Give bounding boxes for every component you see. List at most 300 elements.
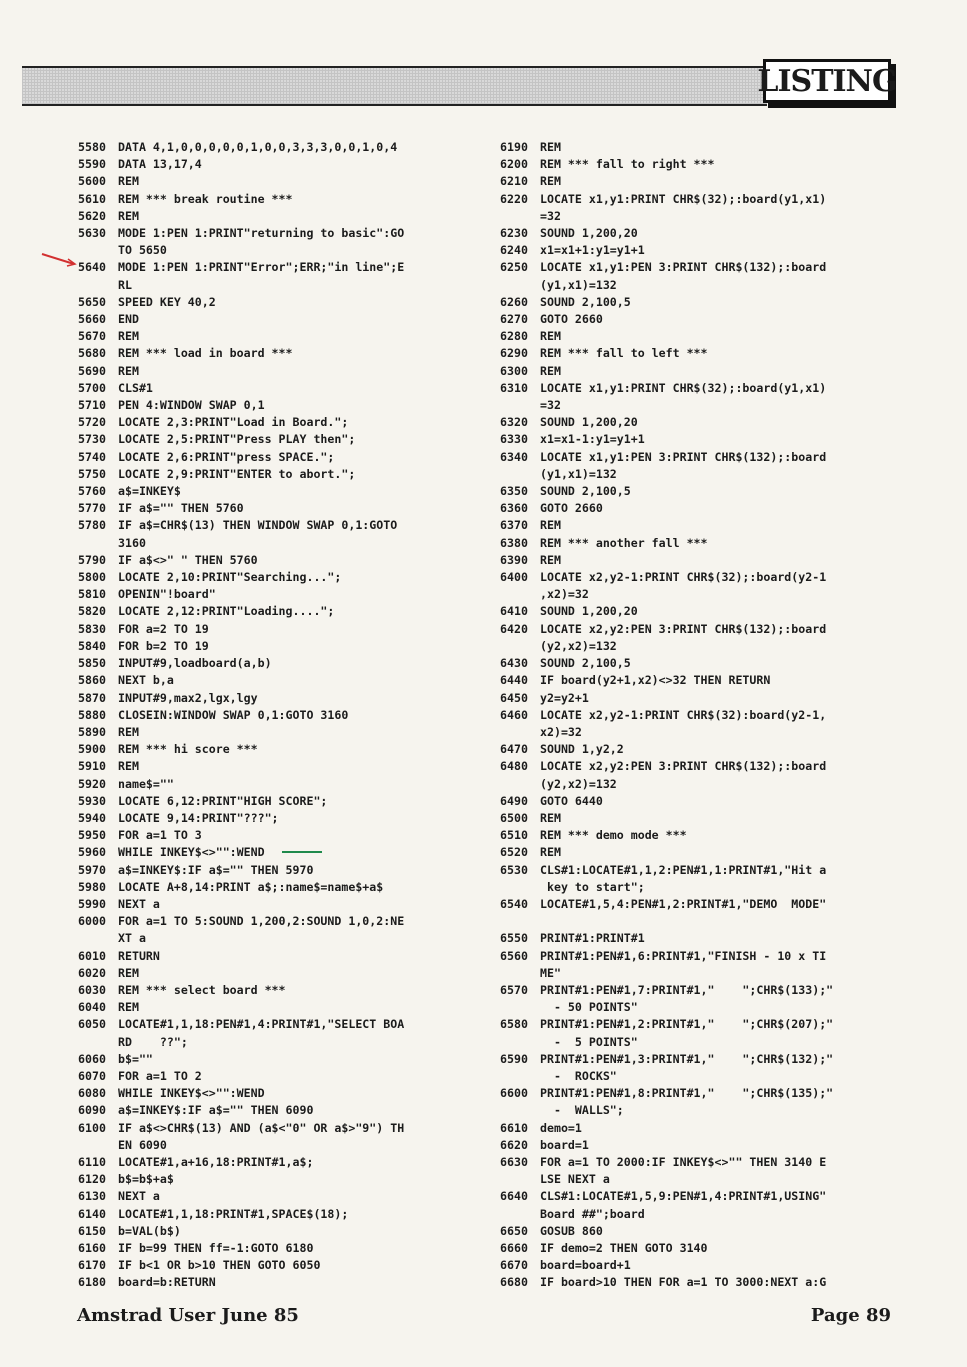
code-line	[78, 793, 498, 810]
line-code: FOR b=2 TO 19	[118, 638, 209, 653]
code-line	[78, 896, 498, 913]
code-line	[78, 621, 498, 638]
line-number: 5880	[78, 707, 106, 722]
line-number: 6420	[500, 621, 528, 636]
line-code: FOR a=1 TO 2000:IF INKEY$<>"" THEN 3140 E	[540, 1154, 827, 1169]
code-line	[500, 363, 955, 380]
line-number: 6340	[500, 449, 528, 464]
line-code: PRINT#1:PEN#1,3:PRINT#1," ";CHR$(132);"	[540, 1051, 834, 1066]
line-number: 6090	[78, 1103, 106, 1118]
line-number: 5820	[78, 604, 106, 619]
line-code: REM	[540, 140, 561, 154]
line-number: 6560	[500, 948, 528, 963]
line-code: IF b=99 THEN ff=-1:GOTO 6180	[118, 1241, 314, 1255]
code-line	[500, 1223, 955, 1240]
line-number: 5950	[78, 828, 106, 843]
code-line	[500, 827, 955, 844]
line-number: 6190	[500, 140, 528, 154]
line-code: GOSUB 860	[540, 1223, 603, 1238]
line-code: LOCATE 2,5:PRINT"Press PLAY then";	[118, 432, 356, 447]
code-line	[500, 1257, 955, 1274]
line-continuation: LSE NEXT a	[540, 1172, 610, 1187]
code-line	[500, 1016, 955, 1033]
code-line	[500, 483, 955, 500]
line-number: 6680	[500, 1275, 528, 1290]
code-line	[78, 586, 498, 603]
code-line	[500, 758, 955, 775]
code-line	[78, 483, 498, 500]
line-number: 6000	[78, 914, 106, 929]
line-number: 6500	[500, 810, 528, 825]
code-line	[78, 776, 498, 793]
line-continuation: - ROCKS"	[540, 1068, 617, 1083]
line-code: LOCATE x1,y1:PEN 3:PRINT CHR$(132);:board	[540, 449, 827, 464]
line-number: 6100	[78, 1120, 106, 1135]
line-code: REM *** fall to left ***	[540, 346, 708, 361]
line-code: MODE 1:PEN 1:PRINT"returning to basic":GO	[118, 226, 405, 241]
line-number: 6120	[78, 1172, 106, 1187]
line-code: REM *** select board ***	[118, 982, 286, 997]
line-code: REM	[540, 518, 561, 533]
line-code: INPUT#9,loadboard(a,b)	[118, 656, 272, 671]
line-continuation: (y1,x1)=132	[540, 277, 617, 292]
line-continuation: ,x2)=32	[540, 587, 589, 602]
line-code: IF a$<>" " THEN 5760	[118, 552, 258, 567]
line-number: 5720	[78, 415, 106, 430]
line-code: board=board+1	[540, 1258, 631, 1273]
code-line	[500, 844, 955, 861]
line-code: SOUND 1,200,20	[540, 604, 638, 619]
line-number: 5800	[78, 570, 106, 585]
line-code: IF a$<>CHR$(13) AND (a$<"0" OR a$>"9") TH	[118, 1120, 405, 1135]
line-code: REM	[118, 759, 139, 774]
line-code: LOCATE x2,y2-1:PRINT CHR$(32);:board(y2-1	[540, 570, 827, 585]
line-continuation: x2)=32	[540, 724, 582, 739]
line-continuation: (y2,x2)=132	[540, 776, 617, 791]
line-number: 5650	[78, 294, 106, 309]
code-line	[78, 982, 498, 999]
line-code: a$=INKEY$:IF a$="" THEN 6090	[118, 1103, 314, 1118]
line-code: board=b:RETURN	[118, 1275, 216, 1290]
line-number: 5830	[78, 621, 106, 636]
line-continuation: RD ??";	[118, 1034, 188, 1049]
code-line	[78, 1068, 498, 1085]
line-number: 6290	[500, 346, 528, 361]
line-number: 6320	[500, 415, 528, 430]
code-line	[500, 603, 955, 620]
line-number: 6170	[78, 1258, 106, 1273]
line-code: LOCATE 2,6:PRINT"press SPACE.";	[118, 449, 335, 464]
line-code: DATA 13,17,4	[118, 157, 202, 172]
line-code: REM *** hi score ***	[118, 742, 258, 757]
line-code: REM	[118, 329, 139, 344]
code-line	[78, 1257, 498, 1274]
line-number: 5910	[78, 759, 106, 774]
line-number: 6020	[78, 965, 106, 980]
code-line	[500, 535, 955, 552]
code-line	[500, 328, 955, 345]
line-number: 6130	[78, 1189, 106, 1204]
line-code: LOCATE#1,1,18:PEN#1,4:PRINT#1,"SELECT BOA	[118, 1017, 405, 1032]
code-line	[78, 1188, 498, 1205]
code-line	[78, 569, 498, 586]
line-code: CLS#1:LOCATE#1,1,2:PEN#1,1:PRINT#1,"Hit a	[540, 862, 827, 877]
code-line	[78, 913, 498, 930]
line-continuation: 3160	[118, 535, 146, 550]
line-number: 5900	[78, 742, 106, 757]
line-code: REM *** break routine ***	[118, 191, 293, 206]
code-line	[500, 810, 955, 827]
line-number: 6300	[500, 363, 528, 378]
line-number: 6610	[500, 1120, 528, 1135]
code-line	[78, 879, 498, 896]
code-line	[500, 294, 955, 311]
line-continuation: =32	[540, 398, 561, 413]
code-line	[78, 225, 498, 242]
code-line	[78, 311, 498, 328]
line-number: 6140	[78, 1206, 106, 1221]
line-code: PRINT#1:PRINT#1	[540, 931, 645, 946]
code-line	[78, 208, 498, 225]
line-number: 6210	[500, 174, 528, 189]
code-line	[500, 930, 955, 947]
line-code: demo=1	[540, 1120, 582, 1135]
code-line	[78, 328, 498, 345]
line-number: 6080	[78, 1086, 106, 1101]
line-number: 6110	[78, 1154, 106, 1169]
line-number: 6390	[500, 552, 528, 567]
line-number: 5700	[78, 380, 106, 395]
line-continuation: (y1,x1)=132	[540, 466, 617, 481]
line-number: 6030	[78, 982, 106, 997]
code-line	[78, 517, 498, 534]
line-continuation: key to start";	[540, 879, 645, 894]
line-number: 6220	[500, 191, 528, 206]
code-line	[500, 173, 955, 190]
line-number: 5770	[78, 501, 106, 516]
line-number: 6270	[500, 312, 528, 327]
header-banner-bar	[22, 66, 767, 106]
code-line	[500, 655, 955, 672]
line-number: 5760	[78, 484, 106, 499]
code-line	[500, 1051, 955, 1068]
line-number: 6310	[500, 380, 528, 395]
line-number: 6010	[78, 948, 106, 963]
line-code: LOCATE 6,12:PRINT"HIGH SCORE";	[118, 793, 328, 808]
code-line	[78, 1223, 498, 1240]
code-line	[78, 345, 498, 362]
line-number: 5610	[78, 191, 106, 206]
code-line	[500, 1137, 955, 1154]
line-number: 6330	[500, 432, 528, 447]
code-line	[78, 638, 498, 655]
line-code: LOCATE 9,14:PRINT"???";	[118, 810, 279, 825]
red-pen-arrow-mark	[40, 250, 80, 270]
code-line	[500, 793, 955, 810]
line-number: 6470	[500, 742, 528, 757]
line-number: 6510	[500, 828, 528, 843]
code-line	[78, 259, 498, 276]
line-continuation	[500, 913, 955, 930]
code-line	[500, 156, 955, 173]
code-line	[78, 552, 498, 569]
code-line	[78, 965, 498, 982]
code-line	[500, 672, 955, 689]
line-number: 5730	[78, 432, 106, 447]
line-code: WHILE INKEY$<>"":WEND	[118, 1086, 265, 1101]
code-line	[78, 948, 498, 965]
line-continuation: - 5 POINTS"	[540, 1034, 638, 1049]
code-line	[78, 173, 498, 190]
line-code: INPUT#9,max2,lgx,lgy	[118, 690, 258, 705]
code-line	[78, 363, 498, 380]
line-code: SOUND 1,200,20	[540, 226, 638, 241]
line-number: 6370	[500, 518, 528, 533]
line-code: CLOSEIN:WINDOW SWAP 0,1:GOTO 3160	[118, 707, 349, 722]
code-line	[500, 345, 955, 362]
line-code: LOCATE x2,y2:PEN 3:PRINT CHR$(132);:board	[540, 621, 827, 636]
line-number: 5850	[78, 656, 106, 671]
line-code: LOCATE#1,1,18:PRINT#1,SPACE$(18);	[118, 1206, 349, 1221]
line-number: 6640	[500, 1189, 528, 1204]
line-number: 6450	[500, 690, 528, 705]
line-code: DATA 4,1,0,0,0,0,0,1,0,0,3,3,3,0,0,1,0,4	[118, 140, 398, 154]
line-code: LOCATE#1,a+16,18:PRINT#1,a$;	[118, 1154, 314, 1169]
code-line	[500, 259, 955, 276]
line-code: PRINT#1:PEN#1,2:PRINT#1," ";CHR$(207);"	[540, 1017, 834, 1032]
code-line	[78, 1120, 498, 1137]
line-code: CLS#1:LOCATE#1,5,9:PEN#1,4:PRINT#1,USING"	[540, 1189, 827, 1204]
line-number: 5670	[78, 329, 106, 344]
code-line	[78, 380, 498, 397]
line-number: 6280	[500, 329, 528, 344]
line-code: a$=INKEY$	[118, 484, 181, 499]
line-number: 5930	[78, 793, 106, 808]
line-continuation: EN 6090	[118, 1137, 167, 1152]
code-line	[78, 1274, 498, 1291]
line-number: 6380	[500, 535, 528, 550]
line-code: LOCATE x1,y1:PEN 3:PRINT CHR$(132);:board	[540, 260, 827, 275]
code-line	[500, 1240, 955, 1257]
line-code: END	[118, 312, 139, 327]
line-number: 6180	[78, 1275, 106, 1290]
line-code: GOTO 2660	[540, 312, 603, 327]
line-code: FOR a=1 TO 5:SOUND 1,200,2:SOUND 1,0,2:NE	[118, 914, 405, 929]
code-line	[78, 466, 498, 483]
line-number: 6660	[500, 1241, 528, 1255]
listing-left-column	[78, 139, 498, 1292]
line-code: REM *** load in board ***	[118, 346, 293, 361]
line-number: 6040	[78, 1000, 106, 1015]
line-code: IF board>10 THEN FOR a=1 TO 3000:NEXT a:G	[540, 1275, 827, 1290]
code-line	[500, 569, 955, 586]
line-code: a$=INKEY$:IF a$="" THEN 5970	[118, 862, 314, 877]
code-line	[78, 603, 498, 620]
line-code: SOUND 1,200,20	[540, 415, 638, 430]
code-line	[500, 431, 955, 448]
line-code: NEXT b,a	[118, 673, 174, 688]
line-continuation: (y2,x2)=132	[540, 638, 617, 653]
line-code: name$=""	[118, 776, 174, 791]
code-line	[500, 517, 955, 534]
code-line	[78, 397, 498, 414]
line-continuation: Board ##";board	[540, 1206, 645, 1221]
line-number: 6360	[500, 501, 528, 516]
line-number: 6430	[500, 656, 528, 671]
line-code: LOCATE 2,3:PRINT"Load in Board.";	[118, 415, 349, 430]
line-number: 6230	[500, 226, 528, 241]
line-code: b$=""	[118, 1051, 153, 1066]
line-number: 5680	[78, 346, 106, 361]
code-line	[78, 1171, 498, 1188]
code-line	[78, 1206, 498, 1223]
line-number: 6590	[500, 1051, 528, 1066]
line-code: board=1	[540, 1137, 589, 1152]
line-continuation: RL	[118, 277, 132, 292]
line-number: 6630	[500, 1154, 528, 1169]
page-number: Page 89	[810, 1305, 891, 1326]
code-line	[78, 1085, 498, 1102]
line-number: 5620	[78, 208, 106, 223]
line-number: 6670	[500, 1258, 528, 1273]
code-line	[500, 1154, 955, 1171]
line-number: 6480	[500, 759, 528, 774]
line-number: 5640	[78, 260, 106, 275]
line-code: x1=x1+1:y1=y1+1	[540, 243, 645, 258]
line-code: LOCATE 2,12:PRINT"Loading....";	[118, 604, 335, 619]
line-code: x1=x1-1:y1=y1+1	[540, 432, 645, 447]
line-code: GOTO 2660	[540, 501, 603, 516]
line-code: GOTO 6440	[540, 793, 603, 808]
line-code: FOR a=2 TO 19	[118, 621, 209, 636]
code-line	[78, 1102, 498, 1119]
line-number: 6540	[500, 896, 528, 911]
line-number: 6350	[500, 484, 528, 499]
code-line	[500, 948, 955, 965]
line-code: NEXT a	[118, 896, 160, 911]
code-line	[500, 707, 955, 724]
line-code: REM	[118, 1000, 139, 1015]
publication-footer: Amstrad User June 85	[77, 1305, 299, 1326]
line-code: y2=y2+1	[540, 690, 589, 705]
line-code: REM	[118, 208, 139, 223]
line-number: 6400	[500, 570, 528, 585]
line-number: 6250	[500, 260, 528, 275]
code-line	[78, 844, 498, 861]
code-line	[78, 294, 498, 311]
line-number: 5790	[78, 552, 106, 567]
line-number: 5940	[78, 810, 106, 825]
code-line	[78, 500, 498, 517]
code-line	[500, 982, 955, 999]
line-code: REM	[540, 363, 561, 378]
line-code: SOUND 2,100,5	[540, 484, 631, 499]
line-code: CLS#1	[118, 380, 153, 395]
line-code: REM	[118, 174, 139, 189]
line-code: b$=b$+a$	[118, 1172, 174, 1187]
line-code: PEN 4:WINDOW SWAP 0,1	[118, 398, 265, 413]
line-code: LOCATE#1,5,4:PEN#1,2:PRINT#1,"DEMO MODE"	[540, 896, 827, 911]
code-line	[500, 500, 955, 517]
line-number: 6070	[78, 1068, 106, 1083]
line-code: SPEED KEY 40,2	[118, 294, 216, 309]
line-number: 6240	[500, 243, 528, 258]
line-number: 5600	[78, 174, 106, 189]
line-code: LOCATE x1,y1:PRINT CHR$(32);:board(y1,x1)	[540, 380, 827, 395]
code-line	[78, 999, 498, 1016]
code-line	[78, 827, 498, 844]
line-number: 6060	[78, 1051, 106, 1066]
line-code: REM	[540, 845, 561, 860]
line-number: 5980	[78, 879, 106, 894]
line-number: 6520	[500, 845, 528, 860]
code-line	[78, 414, 498, 431]
line-code: REM *** another fall ***	[540, 535, 708, 550]
code-line	[78, 690, 498, 707]
line-number: 6530	[500, 862, 528, 877]
line-continuation: - 50 POINTS"	[540, 1000, 638, 1015]
line-number: 6580	[500, 1017, 528, 1032]
line-number: 6600	[500, 1086, 528, 1101]
code-line	[78, 1240, 498, 1257]
line-code: FOR a=1 TO 2	[118, 1068, 202, 1083]
code-line	[500, 311, 955, 328]
line-number: 5590	[78, 157, 106, 172]
line-code: IF demo=2 THEN GOTO 3140	[540, 1241, 708, 1255]
code-line	[78, 191, 498, 208]
line-number: 5810	[78, 587, 106, 602]
code-line	[78, 862, 498, 879]
section-label: LISTING	[763, 59, 891, 103]
line-code: REM	[540, 329, 561, 344]
code-line	[500, 1188, 955, 1205]
line-code: LOCATE 2,10:PRINT"Searching...";	[118, 570, 342, 585]
line-number: 6160	[78, 1241, 106, 1255]
line-code: OPENIN"!board"	[118, 587, 216, 602]
code-line	[500, 552, 955, 569]
code-line	[500, 896, 955, 913]
line-number: 6570	[500, 982, 528, 997]
code-line	[500, 1120, 955, 1137]
code-line	[78, 672, 498, 689]
line-code: REM	[540, 174, 561, 189]
line-number: 6620	[500, 1137, 528, 1152]
line-number: 6260	[500, 294, 528, 309]
line-number: 6200	[500, 157, 528, 172]
code-line	[78, 741, 498, 758]
code-line	[500, 621, 955, 638]
line-number: 5970	[78, 862, 106, 877]
line-code: LOCATE 2,9:PRINT"ENTER to abort.";	[118, 466, 356, 481]
line-code: SOUND 1,y2,2	[540, 742, 624, 757]
code-line	[500, 741, 955, 758]
code-line	[500, 690, 955, 707]
line-number: 5740	[78, 449, 106, 464]
line-number: 5990	[78, 896, 106, 911]
line-number: 6650	[500, 1223, 528, 1238]
code-line	[78, 1051, 498, 1068]
line-number: 5920	[78, 776, 106, 791]
line-code: IF board(y2+1,x2)<>32 THEN RETURN	[540, 673, 771, 688]
line-code: IF a$="" THEN 5760	[118, 501, 244, 516]
line-number: 6410	[500, 604, 528, 619]
line-code: PRINT#1:PEN#1,6:PRINT#1,"FINISH - 10 x TI	[540, 948, 827, 963]
line-code: LOCATE x1,y1:PRINT CHR$(32);:board(y1,x1)	[540, 191, 827, 206]
line-number: 6150	[78, 1223, 106, 1238]
code-line	[500, 242, 955, 259]
code-line	[500, 139, 955, 156]
line-code: REM *** demo mode ***	[540, 828, 687, 843]
